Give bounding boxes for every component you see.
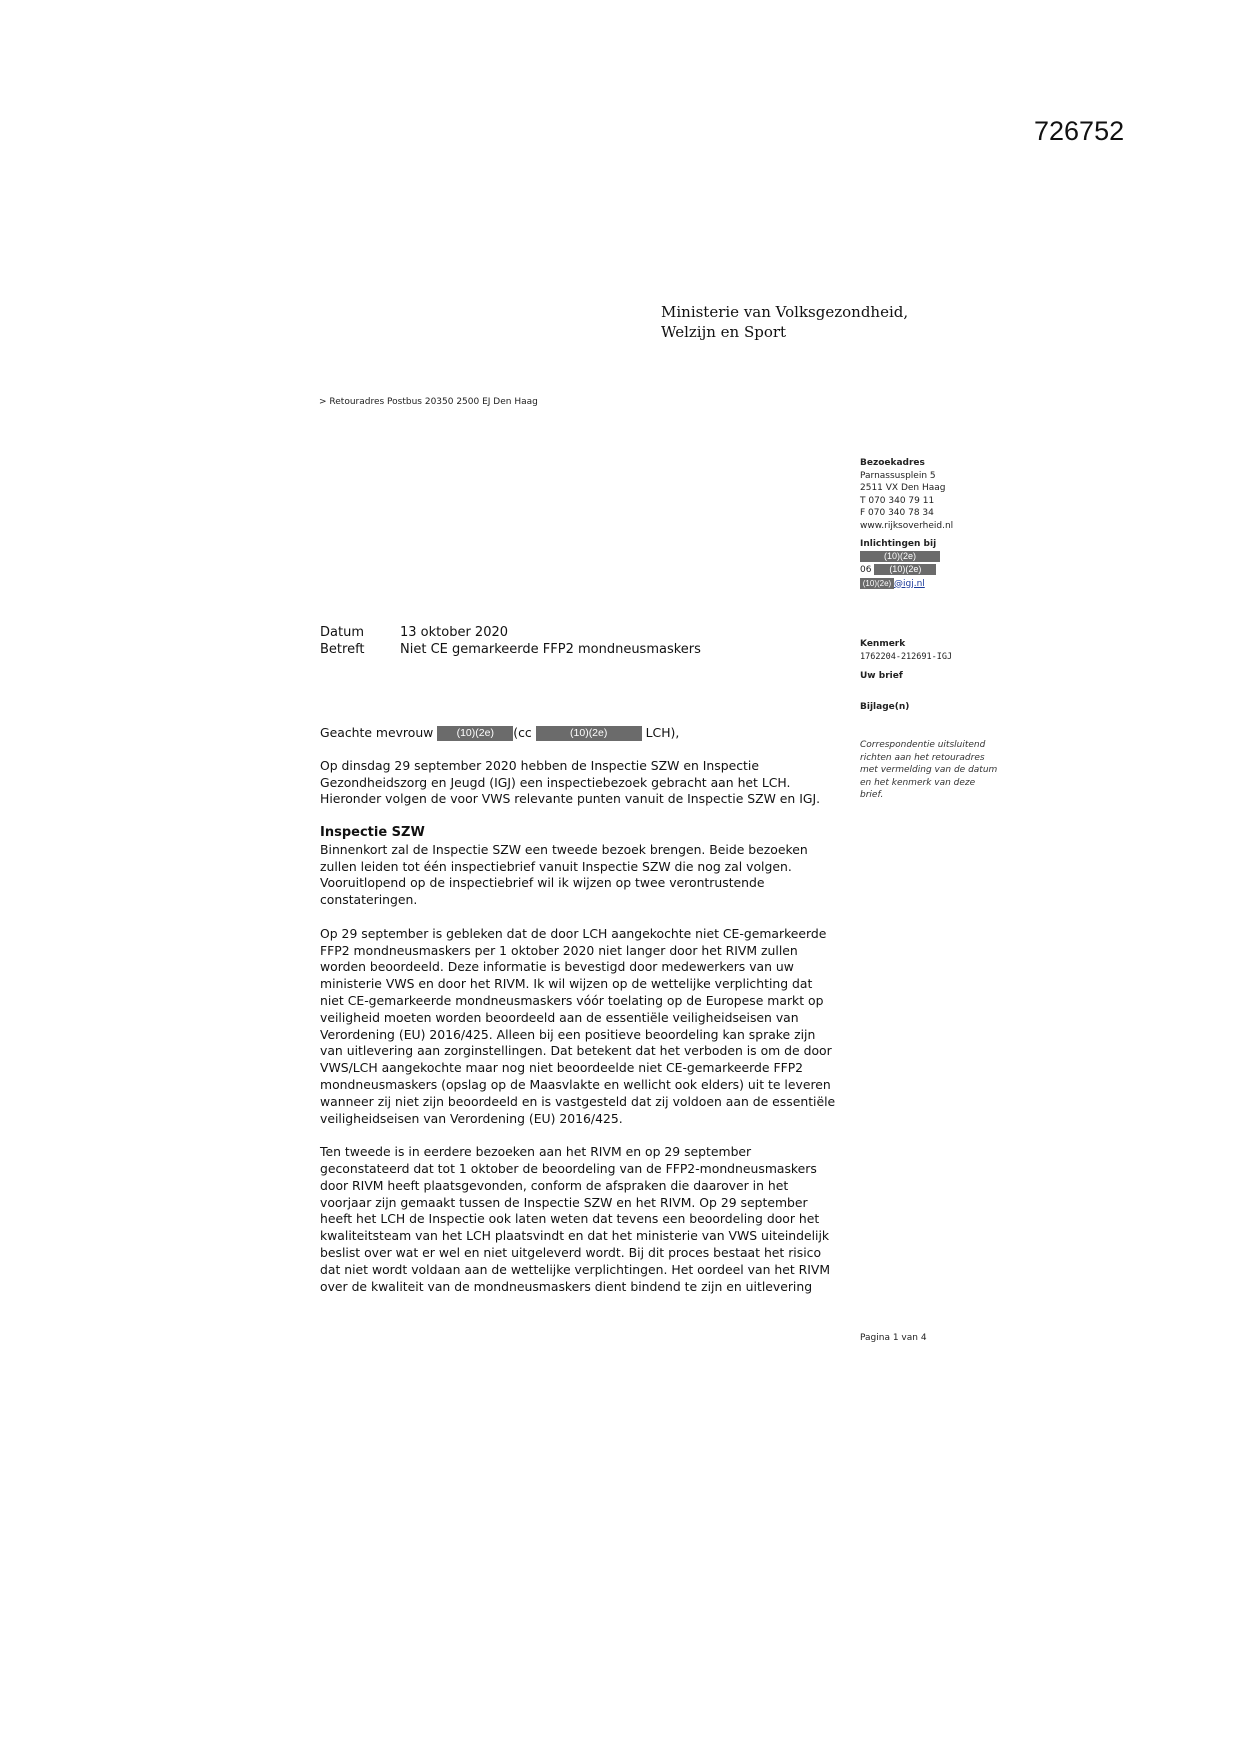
visit-address-heading: Bezoekadres <box>860 458 925 468</box>
text-line: Op dinsdag 29 september 2020 hebben de Inspectie SZW en Inspectie <box>320 757 759 773</box>
text-line: beslist over wat er wel en niet uitgeleverd wordt. Bij dit proces bestaat het risico <box>320 1244 822 1260</box>
return-address: > Retouradres Postbus 20350 2500 EJ Den Haag <box>319 397 538 407</box>
salutation <box>320 725 860 742</box>
phone-line: T 070 340 79 11 <box>860 495 935 506</box>
text-line: FFP2 mondneusmaskers per 1 oktober 2020 niet langer door het RIVM zullen <box>320 942 798 958</box>
visit-address-line: 2511 VX Den Haag <box>860 483 946 493</box>
note-line: brief. <box>860 790 884 800</box>
text-line: worden beoordeeld. Deze informatie is bevestigd door medewerkers van uw <box>320 959 794 975</box>
reference-heading: Kenmerk <box>860 639 906 649</box>
paragraph-2 <box>320 926 860 1128</box>
text-line: Hieronder volgen de voor VWS relevante punten vanuit de Inspectie SZW en IGJ. <box>320 791 821 807</box>
redacted-phone: (10)(2e) <box>874 564 936 575</box>
text-line: niet CE-gemarkeerde mondneusmaskers vóór toelating op de Europese markt op <box>320 992 824 1008</box>
correspondence-note <box>860 739 1030 802</box>
text-line: Verordening (EU) 2016/425. Alleen bij een positieve beoordeling kan sprake zijn <box>320 1026 816 1042</box>
reference-value: 1762204-212691-IGJ <box>860 651 953 662</box>
website-line: www.rijksoverheid.nl <box>860 520 954 531</box>
text-line: veiligheid moeten worden beoordeeld aan de essentiële veiligheidseisen van <box>320 1009 799 1025</box>
intro-paragraph <box>320 758 860 808</box>
ministry-name-line1: Ministerie van Volksgezondheid, <box>661 303 909 321</box>
subject-row <box>320 641 701 658</box>
subject-value: Niet CE gemarkeerde FFP2 mondneusmaskers <box>400 642 701 657</box>
text-line: geconstateerd dat tot 1 oktober de beoordeling van de FFP2-mondneusmaskers <box>320 1160 817 1176</box>
fax-line: F 070 340 78 34 <box>860 508 934 518</box>
note-line: richten aan het retouradres <box>860 752 985 763</box>
text-line: heeft het LCH de Inspectie ook laten weten dat tevens een beoordeling door het <box>320 1211 820 1227</box>
text-line: mondneusmaskers (opslag op de Maasvlakte en wellicht ook elders) uit te leveren <box>320 1076 831 1092</box>
text-line: zullen leiden tot één inspectiebrief vanuit Inspectie SZW die nog zal volgen. <box>320 858 792 874</box>
text-line: Binnenkort zal de Inspectie SZW een tweede bezoek brengen. Beide bezoeken <box>320 841 808 857</box>
text-line: kwaliteitsteam van het LCH plaatsvindt en dat het ministerie van VWS uiteindelijk <box>320 1228 830 1244</box>
document-number: 726752 <box>1034 116 1125 146</box>
note-line: Correspondentie uitsluitend <box>860 740 986 750</box>
visit-address-line: Parnassusplein 5 <box>860 470 936 481</box>
attachments-heading: Bijlage(n) <box>860 701 910 712</box>
text-line: voorjaar zijn gemaakt tussen de Inspectie SZW en het RIVM. Op 29 september <box>320 1194 808 1210</box>
date-label: Datum <box>320 625 364 640</box>
text-line: wanneer zij niet zijn beoordeeld en is vastgesteld dat zij voldoen aan de essentiële <box>320 1093 836 1109</box>
note-line: met vermelding van de datum <box>860 765 998 775</box>
email-domain-link[interactable]: @igj.nl <box>894 578 925 589</box>
text-line: over de kwaliteit van de mondneusmaskers dient bindend te zijn en uitlevering <box>320 1278 813 1294</box>
redacted-name: (10)(2e) <box>860 551 940 562</box>
salutation-cc: (cc <box>513 725 532 740</box>
paragraph-1 <box>320 842 860 909</box>
text-line: Ten tweede is in eerdere bezoeken aan het RIVM en op 29 september <box>320 1144 752 1160</box>
text-line: VWS/LCH aangekochte maar nog niet beoordeelde niet CE-gemarkeerde FFP2 <box>320 1060 804 1076</box>
text-line: dat niet wordt voldaan aan de wettelijke verplichtingen. Het oordeel van het RIVM <box>320 1261 831 1277</box>
ministry-logo-text <box>661 302 908 342</box>
text-line: Gezondheidszorg en Jeugd (IGJ) een inspectiebezoek gebracht aan het LCH. <box>320 774 791 790</box>
salutation-prefix: Geachte mevrouw <box>320 725 434 740</box>
redacted-cc-name: (10)(2e) <box>536 726 642 741</box>
visit-address-lines <box>860 470 1030 533</box>
ministry-name-line2: Welzijn en Sport <box>661 323 787 341</box>
section-heading: Inspectie SZW <box>320 824 425 840</box>
paragraph-3 <box>320 1144 860 1295</box>
letter-meta <box>320 624 701 658</box>
letter-body <box>320 725 860 1312</box>
redacted-addressee: (10)(2e) <box>437 726 513 741</box>
text-line: constateringen. <box>320 892 418 908</box>
page-number: Pagina 1 van 4 <box>860 1333 927 1343</box>
text-line: Vooruitlopend op de inspectiebrief wil ik wijzen op twee verontrustende <box>320 875 765 891</box>
subject-label: Betreft <box>320 642 365 657</box>
info-heading: Inlichtingen bij <box>860 539 937 549</box>
redacted-email: (10)(2e) <box>860 578 894 589</box>
your-letter-heading: Uw brief <box>860 671 903 681</box>
text-line: van uitlevering aan zorginstellingen. Dat betekent dat het verboden is om de door <box>320 1043 832 1059</box>
text-line: ministerie VWS en door het RIVM. Ik wil wijzen op de wettelijke verplichting dat <box>320 976 813 992</box>
sidebar-info <box>860 457 1030 802</box>
text-line: door RIVM heeft plaatsgevonden, conform de afspraken die daarover in het <box>320 1177 789 1193</box>
text-line: veiligheidseisen van Verordening (EU) 2016/425. <box>320 1110 623 1126</box>
date-value: 13 oktober 2020 <box>400 625 509 640</box>
date-row <box>320 624 701 641</box>
phone-prefix: 06 <box>860 565 872 575</box>
text-line: Op 29 september is gebleken dat de door LCH aangekochte niet CE-gemarkeerde <box>320 925 827 941</box>
salutation-suffix: LCH), <box>645 725 680 740</box>
note-line: en het kenmerk van deze <box>860 777 976 788</box>
